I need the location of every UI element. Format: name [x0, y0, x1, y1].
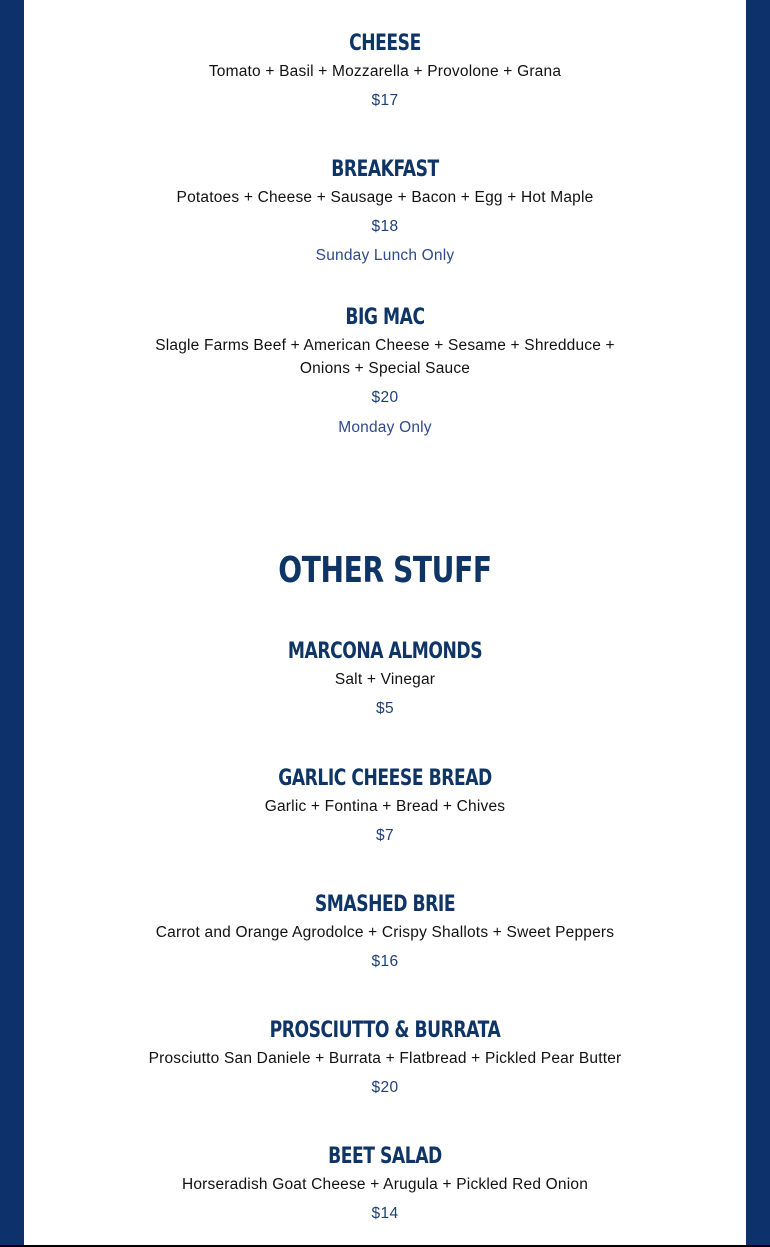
item-title: BIG MAC [345, 305, 425, 330]
menu-panel [24, 0, 746, 1245]
menu-item-cheese [24, 30, 746, 111]
item-title: CHEESE [349, 31, 421, 56]
item-description: Salt + Vinegar [334, 671, 436, 688]
item-description: Garlic + Fontina + Bread + Chives [264, 798, 506, 815]
item-price: $14 [371, 1205, 399, 1222]
item-title: SMASHED BRIE [314, 892, 456, 917]
menu-item-prosciutto-burrata [24, 1017, 746, 1098]
item-price: $7 [375, 827, 395, 844]
menu-item-breakfast [24, 156, 746, 266]
item-title: PROSCIUTTO & BURRATA [269, 1018, 501, 1043]
item-price: $5 [375, 700, 395, 717]
item-price: $18 [371, 218, 399, 235]
menu-item-beet-salad [24, 1143, 746, 1224]
menu-item-big-mac [24, 304, 746, 438]
item-description: Potatoes + Cheese + Sausage + Bacon + Egg + Hot Maple [176, 189, 594, 206]
item-description: Carrot and Orange Agrodolce + Crispy Shallots + Sweet Peppers [155, 924, 615, 941]
menu-item-smashed-brie [24, 891, 746, 972]
section-title: OTHER STUFF [278, 550, 492, 591]
item-description: Tomato + Basil + Mozzarella + Provolone + Grana [208, 63, 562, 80]
item-description: Horseradish Goat Cheese + Arugula + Pickled Red Onion [181, 1176, 589, 1193]
item-title: MARCONA ALMONDS [287, 639, 483, 664]
item-title: GARLIC CHEESE BREAD [278, 766, 492, 791]
item-price: $20 [371, 1079, 399, 1096]
item-description: Slagle Farms Beef + American Cheese + Sesame + Shredduce + Onions + Special Sauce [155, 337, 615, 377]
menu-item-marcona-almonds [24, 638, 746, 719]
item-price: $17 [371, 92, 399, 109]
item-price: $16 [371, 953, 399, 970]
item-availability-note: Monday Only [338, 419, 432, 436]
menu-item-garlic-cheese-bread [24, 765, 746, 846]
item-description: Prosciutto San Daniele + Burrata + Flatbread + Pickled Pear Butter [148, 1050, 622, 1067]
item-price: $20 [371, 389, 399, 406]
item-title: BREAKFAST [331, 157, 439, 182]
item-title: BEET SALAD [328, 1144, 442, 1169]
item-availability-note: Sunday Lunch Only [315, 247, 455, 264]
